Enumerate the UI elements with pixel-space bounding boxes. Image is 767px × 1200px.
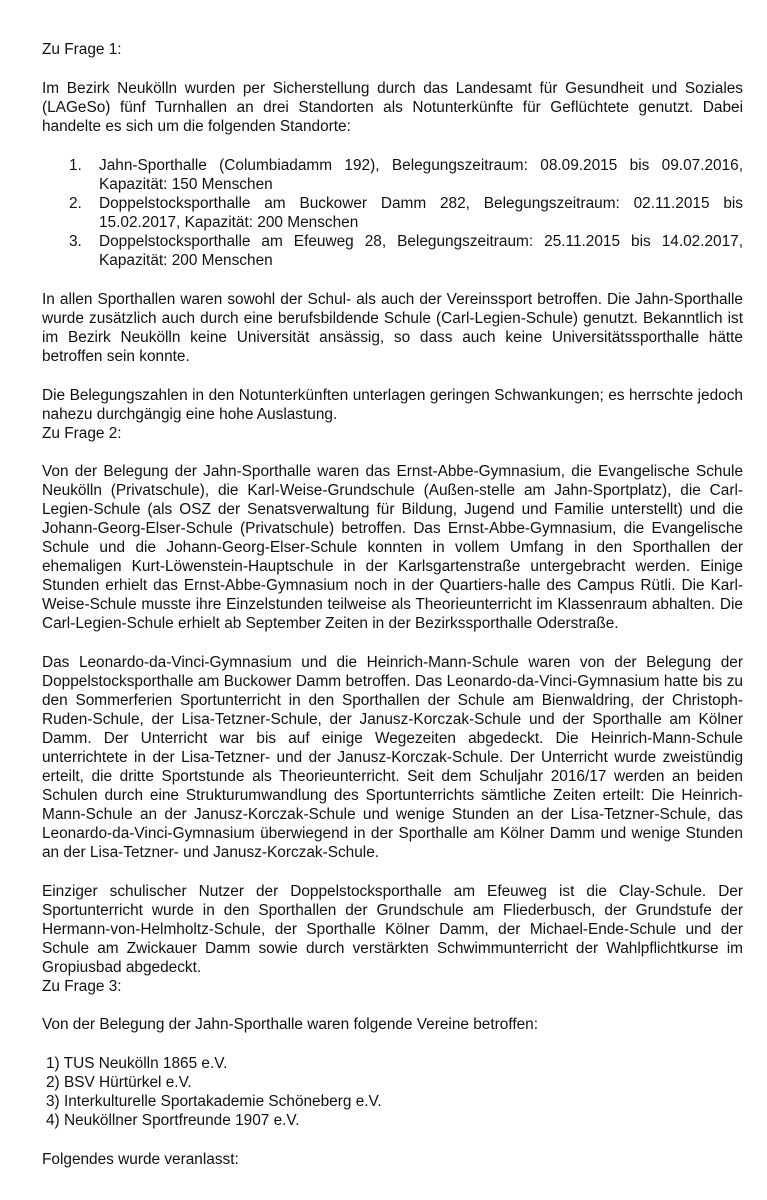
q3-intro-paragraph: Von der Belegung der Jahn-Sporthalle waren folgende Vereine betroffen: (42, 1016, 538, 1033)
q3-heading: Zu Frage 3: (42, 978, 122, 995)
list-item: 3) Interkulturelle Sportakademie Schöneberg e.V. (46, 1093, 382, 1110)
list-item: 1) TUS Neukölln 1865 e.V. (46, 1055, 228, 1072)
q1-intro-paragraph: Im Bezirk Neukölln wurden per Sicherstellung durch das Landesamt für Gesundheit und Soziales (LAGeSo) fünf Turnhallen an drei Standorten als Notunterkünfte für Geflüchtete genutzt. Dabei handelte es sich um die folgenden Standorte: (42, 80, 743, 135)
list-item-text: Doppelstocksporthalle am Buckower Damm 282, Belegungszeitraum: 02.11.2015 bis 15.02.2017, Kapazität: 200 Menschen (99, 195, 743, 231)
location-list (42, 156, 743, 270)
q3-closing-paragraph: Folgendes wurde veranlasst: (42, 1151, 239, 1168)
list-item: 2) BSV Hürtürkel e.V. (46, 1074, 192, 1091)
q1-heading: Zu Frage 1: (42, 41, 122, 58)
list-item (42, 194, 743, 232)
list-item-text: Doppelstocksporthalle am Efeuweg 28, Belegungszeitraum: 25.11.2015 bis 14.02.2017, Kapazität: 200 Menschen (99, 233, 743, 269)
list-item (42, 232, 743, 270)
list-item-text: Jahn-Sporthalle (Columbiadamm 192), Belegungszeitraum: 08.09.2015 bis 09.07.2016, Kapazität: 150 Menschen (99, 157, 743, 193)
q2-paragraph-1: Von der Belegung der Jahn-Sporthalle waren das Ernst-Abbe-Gymnasium, die Evangelische Schule Neukölln (Privatschule), die Karl-Weise-Grundschule (Außen-stelle am Jahn-Sportplatz), die Carl-Legien-Schule (als OSZ der Senatsverwaltung für Bildung, Jugend und Familie unterstellt) und die Johann-Georg-Elser-Schule (Privatschule) betroffen. Das Ernst-Abbe-Gymnasium, die Evangelische Schule und die Johann-Georg-Elser-Schule konnten in vollem Umfang in den Sporthallen der ehemaligen Kurt-Löwenstein-Hauptschule in der Karlsgartenstraße untergebracht werden. Einige Stunden erhielt das Ernst-Abbe-Gymnasium noch in der Quartiers-halle des Campus Rütli. Die Karl-Weise-Schule musste ihre Einzelstunden teilweise als Theorieunterricht im Klassenraum abhalten. Die Carl-Legien-Schule erhielt ab September Zeiten in der Bezirkssporthalle Oderstraße. (42, 463, 743, 632)
list-item-number: 3. (69, 233, 82, 250)
q1-paragraph-3: Die Belegungszahlen in den Notunterkünften unterlagen geringen Schwankungen; es herrschte jedoch nahezu durchgängig eine hohe Auslastung. (42, 387, 743, 423)
q1-paragraph-2: In allen Sporthallen waren sowohl der Schul- als auch der Vereinssport betroffen. Die Jahn-Sporthalle wurde zusätzlich auch durch eine berufsbildende Schule (Carl-Legien-Schule) genutzt. Bekanntlich ist im Bezirk Neukölln keine Universität ansässig, so dass auch keine Universitätssporthalle hätte betroffen sein konnte. (42, 291, 743, 365)
club-list (42, 1054, 743, 1130)
list-item (42, 156, 743, 194)
list-item-number: 1. (69, 157, 82, 174)
q2-heading: Zu Frage 2: (42, 425, 122, 442)
list-item-number: 2. (69, 195, 82, 212)
list-item: 4) Neuköllner Sportfreunde 1907 e.V. (46, 1112, 300, 1129)
q2-paragraph-3: Einziger schulischer Nutzer der Doppelstocksporthalle am Efeuweg ist die Clay-Schule. Der Sportunterricht wurde in den Sporthallen der Grundschule am Fliederbusch, der Grundstufe der Hermann-von-Helmholtz-Schule, der Sporthalle Kölner Damm, der Michael-Ende-Schule und der Schule am Zwickauer Damm sowie durch verstärkten Schwimmunterricht der Wahlpflichtkurse im Gropiusbad abgedeckt. (42, 883, 743, 976)
q2-paragraph-2: Das Leonardo-da-Vinci-Gymnasium und die Heinrich-Mann-Schule waren von der Belegung der Doppelstocksporthalle am Buckower Damm betroffen. Das Leonardo-da-Vinci-Gymnasium hatte bis zu den Sommerferien Sportunterricht in den Sporthallen der Schule am Bienwaldring, der Christoph-Ruden-Schule, der Lisa-Tetzner-Schule, der Janusz-Korczak-Schule und der Sporthalle am Kölner Damm. Der Unterricht war bis auf einige Wegezeiten abgedeckt. Die Heinrich-Mann-Schule unterrichtete in der Lisa-Tetzner- und der Janusz-Korczak-Schule. Der Unterricht wurde zweistündig erteilt, die dritte Sportstunde als Theorieunterricht. Seit dem Schuljahr 2016/17 werden an beiden Schulen durch eine Strukturumwandlung des Sportunterrichts sämtliche Zeiten erteilt: Die Heinrich-Mann-Schule an der Janusz-Korczak-Schule und wenige Stunden an der Lisa-Tetzner-Schule, das Leonardo-da-Vinci-Gymnasium überwiegend in der Sporthalle am Kölner Damm und wenige Stunden an der Lisa-Tetzner- und Janusz-Korczak-Schule. (42, 654, 743, 861)
